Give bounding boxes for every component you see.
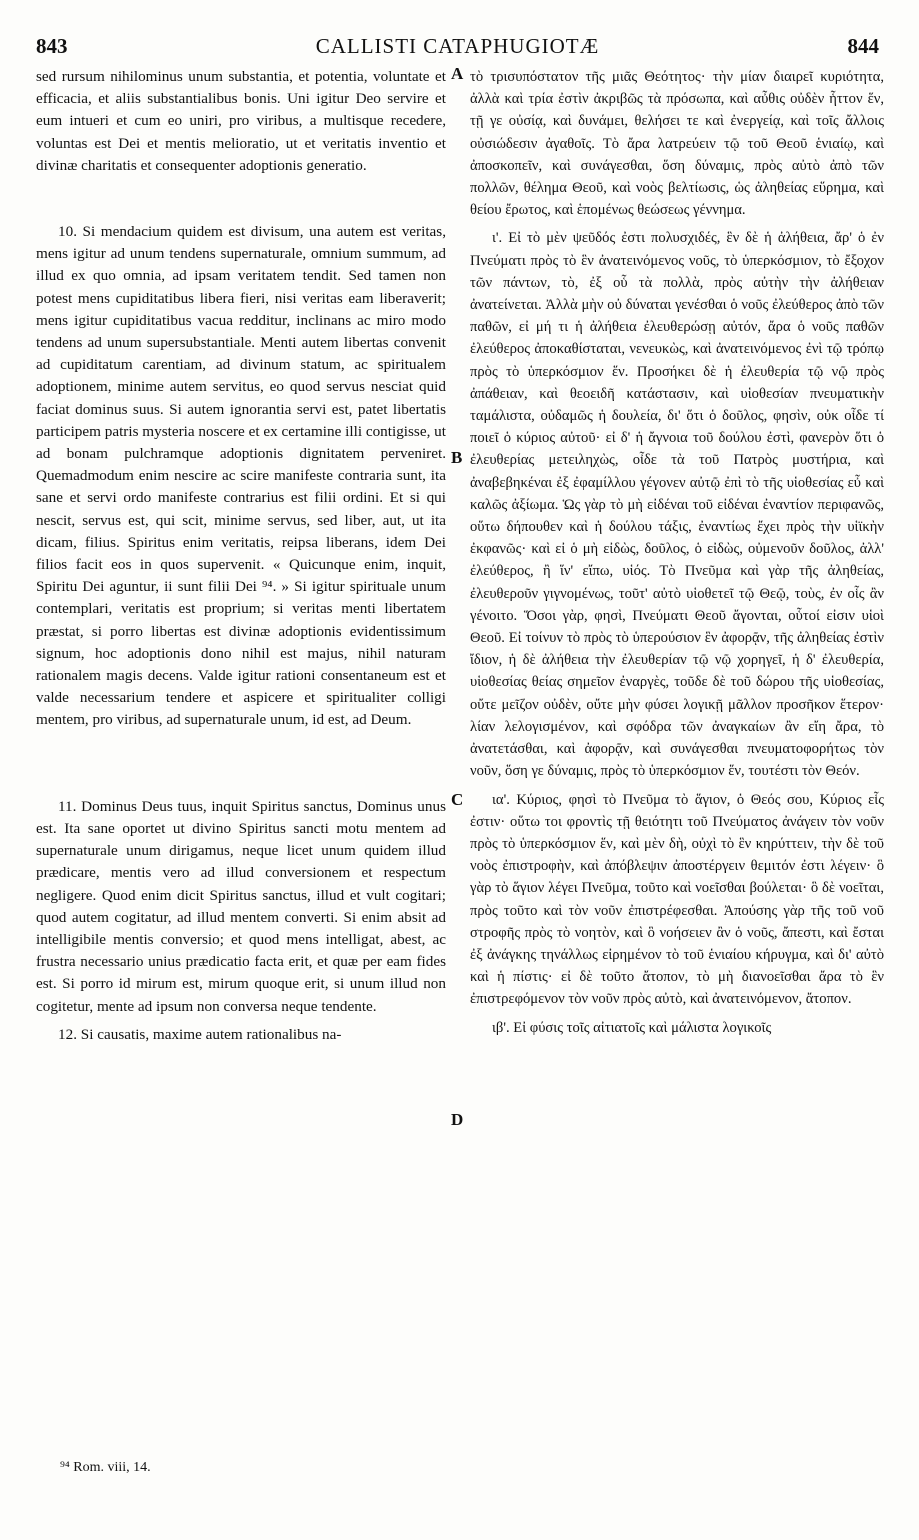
page-header [36, 34, 879, 60]
page-number-right: 844 [847, 34, 879, 58]
margin-marker-b: B [451, 448, 463, 467]
latin-paragraph-9-tail: sed rursum nihilominus unum substantia, et potentia, voluntate et efficacia, et aliis substantialibus bonis. Uni igitur Deo servire et eum intueri et cum eo uniri, pro viribus, a multisque recedere, voluntas est Dei et mentis melioratio, ut et veritatis inventio et divinæ charitatis et consequenter adoptionis generatio. [36, 68, 446, 174]
greek-paragraph-11: ια'. Κύριος, φησὶ τὸ Πνεῦμα τὸ ἅγιον, ὁ Θεός σου, Κύριος εἷς ἐστιν· οὕτω τοι φροντὶς τῇ θειότητι τοῦ Πνεύματος ἀνάγειν τὸν νοῦν πρὸς τὸ ὑπερκόσμιον ἕν, καὶ μὲν δὴ, οὐχὶ τὸ ἓν κηρύττειν, τὴν δὲ τοῦ νοὸς ἐπιστροφὴν, καὶ ἀπόβλεψιν ἀποστέργειν θεμιτόν ἐστι λέγειν· ὃ γὰρ τὸ ἅγιον λέγει Πνεῦμα, τοῦτο καὶ νοεῖσθαι βούλεται· ὃ δὲ νοεῖται, πρὸς τοῦτο καὶ τὸν νοῦν ἐπιστρέφεσθαι. Ἀπούσης γὰρ τῆς τοῦ νοῦ στροφῆς πρὸς τὸ νοητὸν, καὶ ὃ νοήσειεν ἂν ὁ νοῦς, ἄπεστι, καὶ ἔσται ἐξ ἀνάγκης τηνάλλως εἰρημένον τὸ τοῦ ἑνιαίου κήρυγμα, καὶ δι' αὐτὸ καὶ ἡ πίστις· εἰ δὲ τοῦτο ἄτοπον, τὸ μὴ διανοεῖσθαι ἄρα τὸ ἓν ἐπιστρεφόμενον τὸν νοῦν πρὸς αὐτὸ, καὶ ἀνατεινόμενον, ἄτοπον. [470, 791, 884, 1008]
greek-paragraph-12: ιβ'. Εἰ φύσις τοῖς αἰτιατοῖς καὶ μάλιστα λογικοῖς [492, 1019, 772, 1036]
latin-paragraph-10: 10. Si mendacium quidem est divisum, una autem est veritas, mens igitur ad unum tendens supernaturale, omnium summum, ad illud ex quo omnia, ad ipsam veritatem tendit. Sed tamen non potest mens cupiditatibus libera fieri, nisi veritas eam liberaverit; mens igitur cupiditatibus vacua redditur, inclinans ac miro modo tendens ad unum supersubstantiale. Menti autem libertas convenit ad cupiditatum carentiam, ad divinum statum, ac spiritualem adoptionem, minime autem servitus, eo quod servus nesciat quid faciat dominus suus. Si autem ignorantia servi est, patet libertatis participem patris mysteria noscere et ex certamine illi contigisse, ut ad bonam pulchramque adoptionis dignitatem perveniret. Quemadmodum enim nescire ac scire manifeste contraria sunt, ita sane et servi ordo manifeste contrarius est filii ordini. Et si qui nescit, servus est, qui scit, minime servus, sed liber, aut, ut ita dicam, filius. Spiritus enim veritatis, reipsa liberans, idem Dei filios facit eos in quos supervenit. « Quicunque enim, inquit, Spiritu Dei aguntur, ii sunt filii Dei ⁹⁴. » Si igitur spirituale unum contemplari, veritatis est proprium; si veritas menti libertatem præstat, si porro libertas est divinæ adoptionis evidentissimum signum, hoc adoptionis dono nihil est majus, nihil naturam rationalem magis decens. Valde igitur rationi consentaneum est et valde necessarium tendere et aspicere et spiritualiter colligi mentem, pro viribus, ad supernaturale unum, id est, ad Deum. [36, 223, 446, 729]
greek-paragraph-9-tail: τὸ τρισυπόστατον τῆς μιᾶς Θεότητος· τὴν μίαν διαιρεῖ κυριότητα, ἀλλὰ καὶ τρία ἐστὶν ἀκριβῶς τὰ πρόσωπα, καὶ αὖθις οὐδὲν ἧττον ἕν, τῇ γε οὐσίᾳ, καὶ δυνάμει, θελήσει τε καὶ ἐνεργείᾳ, καὶ τοῖς ἄλλοις οὐσιώδεσιν ἀγαθοῖς. Τὸ ἄρα λατρεύειν τῷ τοῦ Θεοῦ ἑνιαίῳ, καὶ ἀποσκοπεῖν, καὶ συνάγεσθαι, ὅση δύναμις, πρὸς αὐτὸ ἀπὸ τῶν πολλῶν, θέλημα Θεοῦ, καὶ νοὸς βελτίωσις, ὡς ἀληθείας εὕρημα, καὶ θείου ἔρωτος, καὶ ἑπομένως θεώσεως γέννημα. [470, 69, 884, 219]
latin-column [36, 66, 446, 1046]
greek-column [470, 66, 884, 1039]
page-number-left: 843 [36, 34, 68, 58]
margin-marker-a: A [451, 64, 464, 83]
running-title: CALLISTI CATAPHUGIOTÆ [315, 34, 600, 58]
margin-marker-d: D [451, 1110, 464, 1129]
footnote: ⁹⁴ Rom. viii, 14. [60, 1460, 151, 1475]
margin-marker-c: C [451, 790, 464, 809]
latin-paragraph-12: 12. Si causatis, maxime autem rationalibus na- [58, 1025, 342, 1043]
latin-paragraph-11: 11. Dominus Deus tuus, inquit Spiritus sanctus, Dominus unus est. Ita sane oportet ut divino Spiritus sancti motu mentem ad supernaturale unum dirigamus, neque licet unum quidem illud prædicare, mentis vero ad illud conversionem et respectum negligere. Quod enim dicit Spiritus sanctus, illud et vult cogitari; quod autem cogitatur, ad illud mentem converti. Si enim absit ad intelligibile mentis conversio; et quod mens intelligat, abest, ac frustra necessario unius prædicatio facta erit, et quæ per eam fides est. Si porro id mirum est, mirum quoque erit, si unum illud non cogitetur, mente ad ipsum non conversa neque tendente. [36, 797, 446, 1015]
greek-paragraph-10: ι'. Εἰ τὸ μὲν ψεῦδός ἐστι πολυσχιδές, ἓν δὲ ἡ ἀλήθεια, ἄρ' ὁ ἐν Πνεύματι πρὸς τὸ ἓν ἀνατεινόμενος νοῦς, τὸ ὑπερκόσμιον, τὸ ἔξοχον τῶν πάντων, τὸ, ἐξ οὗ τὰ πολλὰ, πρὸς αὐτὴν τὴν ἀλήθειαν ἀνατείνεται. Ἀλλὰ μὴν οὐ δύναται γενέσθαι ὁ νοῦς ἐλεύθερος ἀπὸ τῶν παθῶν, εἰ μή τι ἡ ἀλήθεια ἐλευθερώσῃ αὐτόν, ἄρα ὁ νοῦς παθῶν ἐλεύθερος ἀποκαθίσταται, νενευκὼς, καὶ ἀνατεινόμενος ἐνὶ τῷ τρόπῳ πρὸς τὸ ὑπερκόσμιον ἕν. Προσήκει δὲ ἡ ἐλευθερία τῷ νῷ πρὸς ἀπάθειαν, καὶ θεοειδῆ κατάστασιν, καὶ υἱοθεσίαν πνευματικὴν ταμάλιστα, οὐδαμῶς ἡ δουλεία, δι' ὅτι ὁ δοῦλος, φησὶν, οὐκ οἶδε τί ποιεῖ ὁ κύριος αὐτοῦ· εἰ δ' ἡ ἄγνοια τοῦ δούλου ἐστὶ, φανερὸν ὅτι ὁ ἐλευθερίας μετειληχὼς, οἶδε τὰ τοῦ Πατρὸς μυστήρια, καὶ ἀναβεβηκέναι ἐξ ἐφαμίλλου γέγονεν αὐτῷ ἐπὶ τὸ τῆς υἱοθεσίας εὖ καὶ καλῶς ἀξίωμα. Ὡς γὰρ τὸ μὴ εἰδέναι τοῦ εἰδέναι ἐναντίον περιφανῶς, οὕτω δήπουθεν καὶ ἡ δούλου τάξις, ἐναντίως ἔχει πρὸς τὴν υἱϊκὴν ἐκφανῶς· καὶ εἰ ὁ μὴ εἰδὼς, δοῦλος, ὁ εἰδὼς, οὐμενοῦν δοῦλος, ἀλλ' ἐλεύθερος, ἢ ἵν' εἴπω, υἱός. Τὸ Πνεῦμα καὶ γὰρ τῆς ἀληθείας, ἐλευθεροῦν γιγνομένως, τοῦτ' αὐτὸ υἱοθετεῖ τῷ Θεῷ, τοὺς, ἐν οἷς ἂν γένοιτο. Ὅσοι γὰρ, φησὶ, Πνεύματι Θεοῦ ἄγονται, οὗτοί εἰσιν υἱοὶ Θεοῦ. Εἰ τοίνυν τὸ πρὸς τὸ ὑπερούσιον ἓν ἀφορᾷν, τῆς ἀληθείας ἐστὶν ἴδιον, ἡ δὲ ἀλήθεια τὴν ἐλευθερίαν τῷ νῷ χορηγεῖ, ἡ δ' ἐλευθερία, υἱοθεσίας θείας σημεῖον ἐναργὲς, τοῦδε δὲ τοῦ δώρου τῆς υἱοθεσίας, οὔτε μεῖζον οὐδὲν, οὔτε μὴν φύσει λογικῇ μᾶλλον προσῆκον ἕτερον· λίαν λελογισμένον, καὶ σφόδρα τῶν ἀναγκαίων ἂν εἴη ἄρα, τὸ ἀνατετάσθαι, καὶ ἀφορᾷν, καὶ συνάγεσθαι πνευματοφορήτως τὸν νοῦν, ὅση γε δύναμις, πρὸς τὸ ὑπερκόσμιον ἕν, τουτέστι τὸν Θεόν. [470, 230, 884, 780]
